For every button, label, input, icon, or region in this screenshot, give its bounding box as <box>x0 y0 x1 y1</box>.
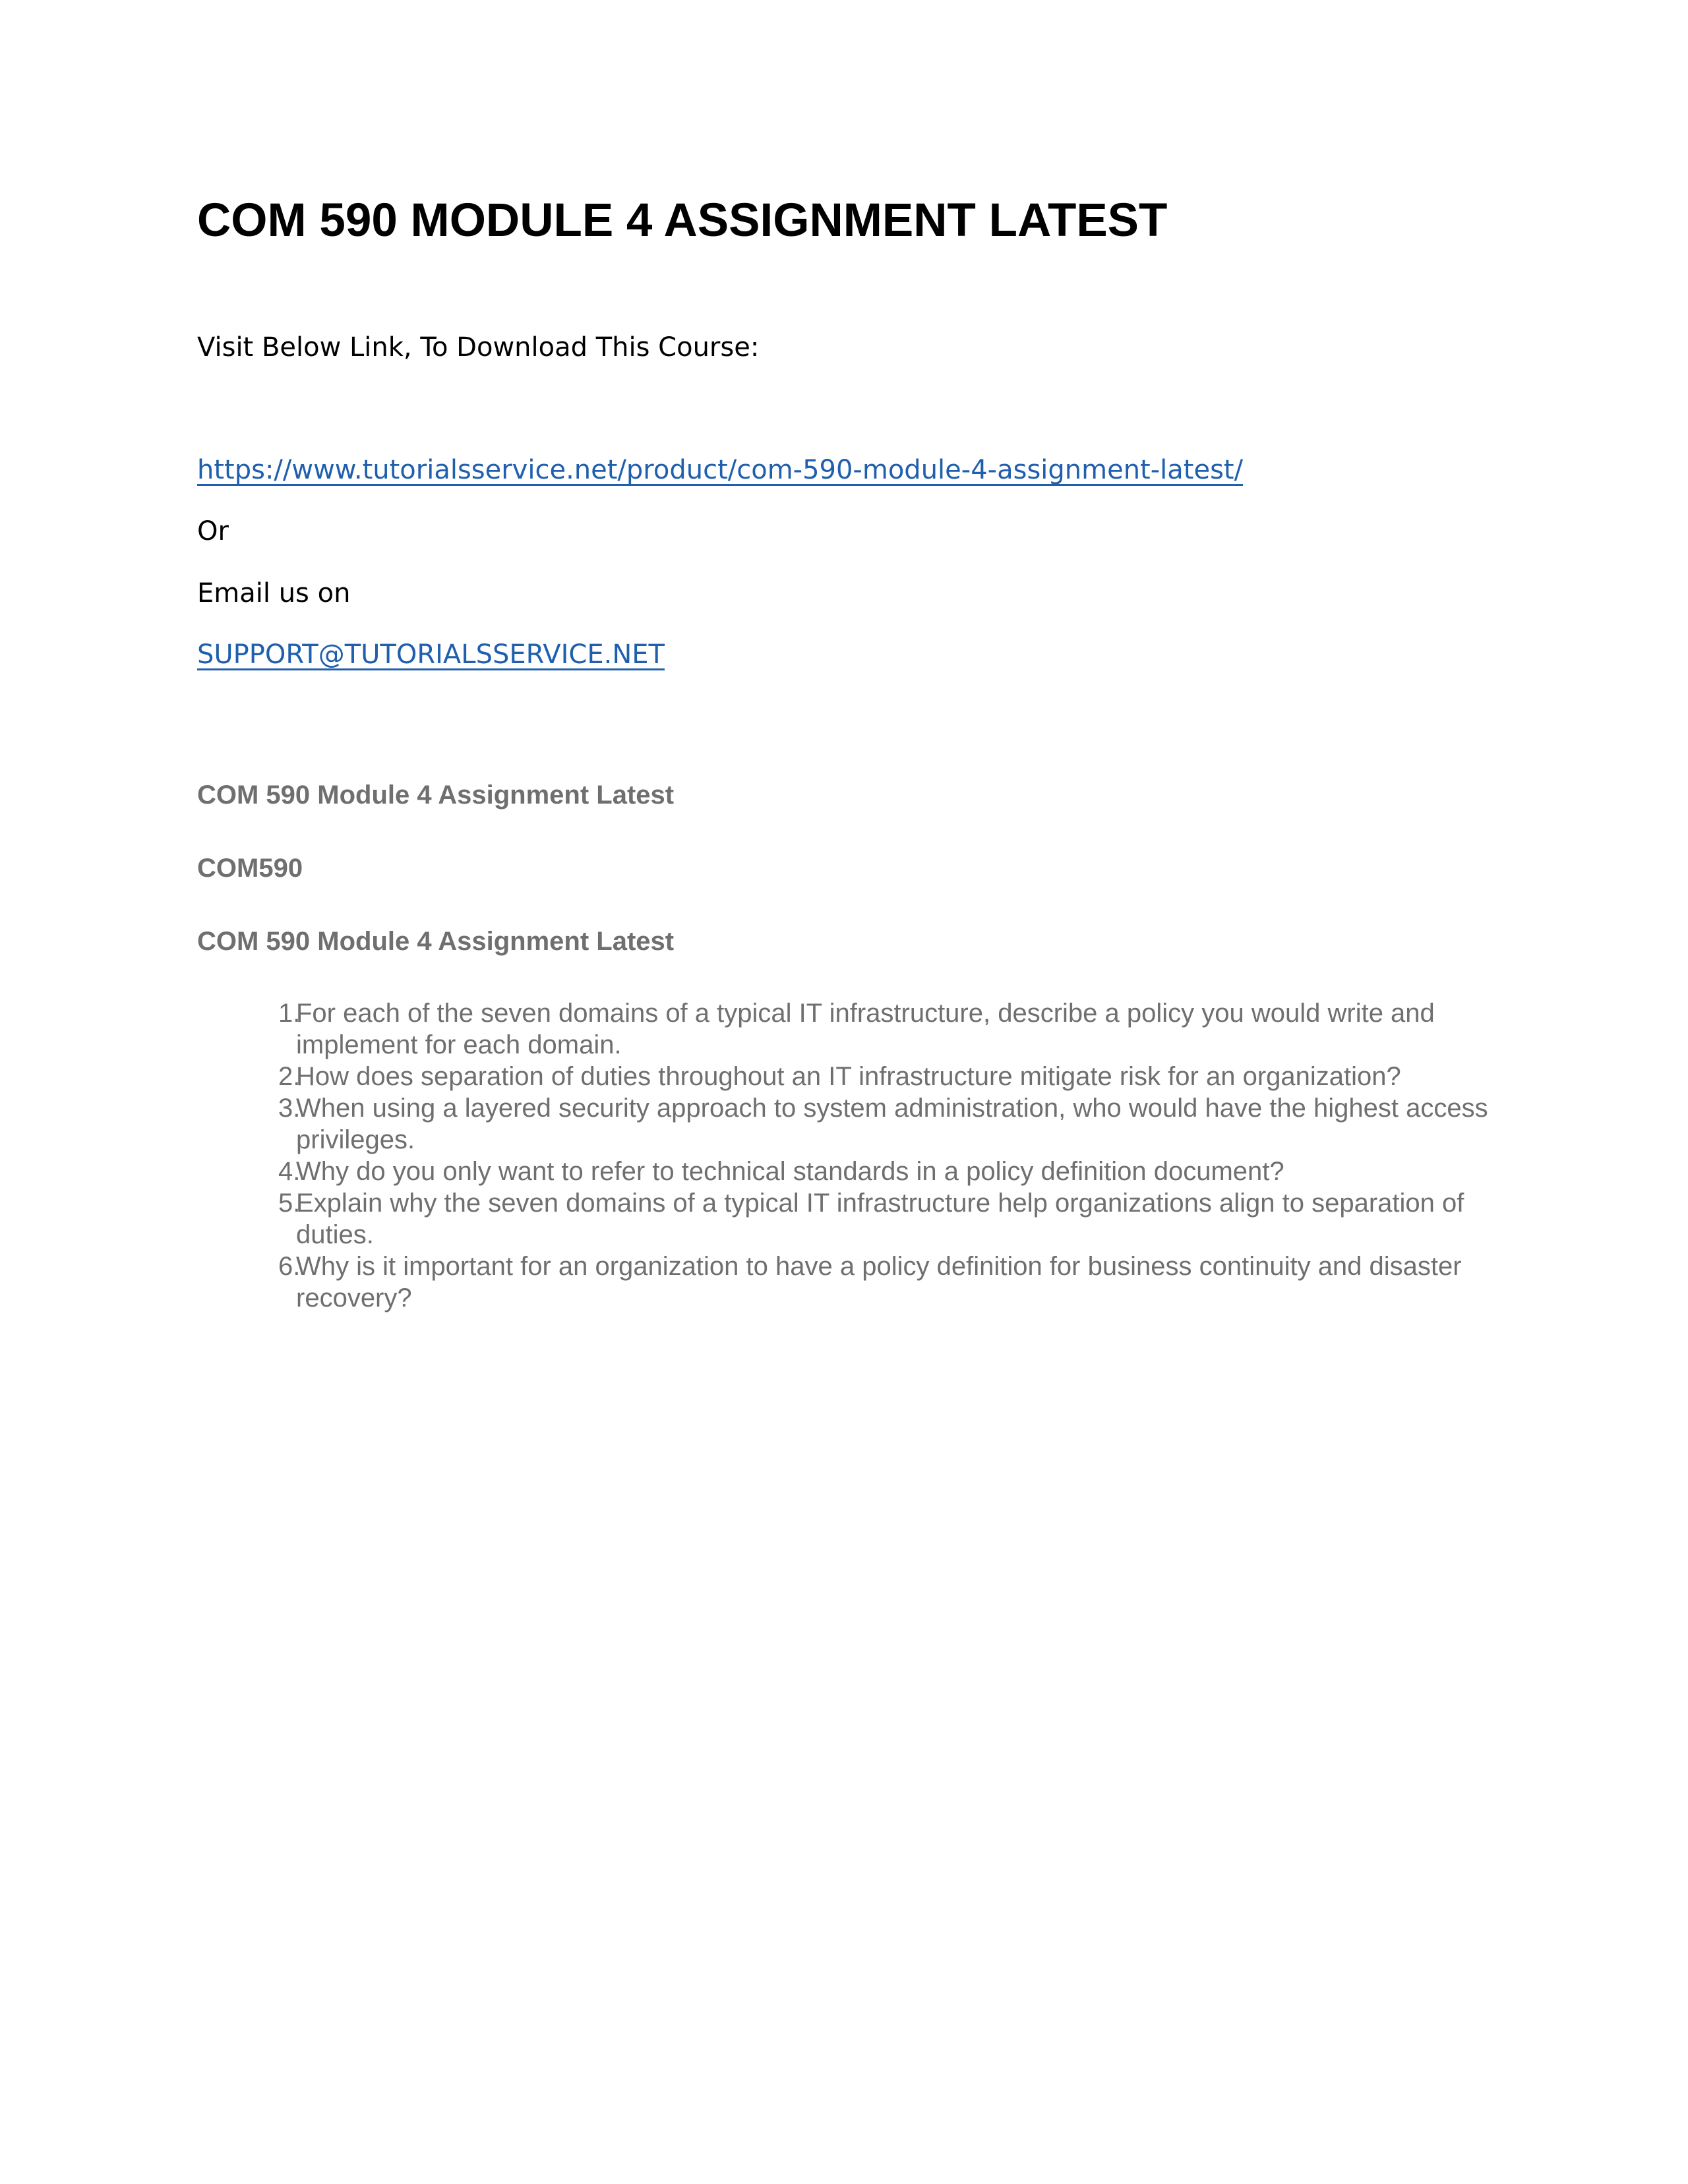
course-heading: COM 590 Module 4 Assignment Latest <box>197 781 675 810</box>
question-list <box>197 997 1516 1314</box>
question-text: When using a layered security approach to system administration, who would have the highest access privileges. <box>296 1094 1488 1154</box>
document-title: COM 590 MODULE 4 ASSIGNMENT LATEST <box>197 194 1168 247</box>
question-text: For each of the seven domains of a typical IT infrastructure, describe a policy you would write and implement for each domain. <box>296 999 1435 1059</box>
question-text: Why is it important for an organization to have a policy definition for business continuity and disaster recovery? <box>296 1252 1462 1313</box>
question-number: 3. <box>278 1094 301 1123</box>
question-text: How does separation of duties throughout an IT infrastructure mitigate risk for an organization? <box>296 1062 1401 1091</box>
or-text: Or <box>197 516 229 546</box>
list-item <box>197 997 1516 1061</box>
email-prompt: Email us on <box>197 578 351 608</box>
assignment-heading: COM 590 Module 4 Assignment Latest <box>197 927 675 956</box>
question-number: 4. <box>278 1157 301 1186</box>
question-number: 2. <box>278 1062 301 1091</box>
question-number: 1. <box>278 999 301 1028</box>
question-number: 6. <box>278 1252 301 1281</box>
download-instruction: Visit Below Link, To Download This Course: <box>197 332 760 363</box>
question-text: Why do you only want to refer to technical standards in a policy definition document? <box>296 1157 1284 1186</box>
list-item <box>197 1156 1516 1187</box>
list-item <box>197 1187 1516 1251</box>
support-email-link[interactable]: SUPPORT@TUTORIALSSERVICE.NET <box>197 639 665 670</box>
list-item <box>197 1061 1516 1092</box>
question-number: 5. <box>278 1189 301 1218</box>
course-code: COM590 <box>197 854 303 883</box>
product-link[interactable]: https://www.tutorialsservice.net/product/com-590-module-4-assignment-latest/ <box>197 455 1244 485</box>
list-item <box>197 1251 1516 1314</box>
list-item <box>197 1092 1516 1156</box>
question-text: Explain why the seven domains of a typical IT infrastructure help organizations align to separation of duties. <box>296 1189 1464 1249</box>
